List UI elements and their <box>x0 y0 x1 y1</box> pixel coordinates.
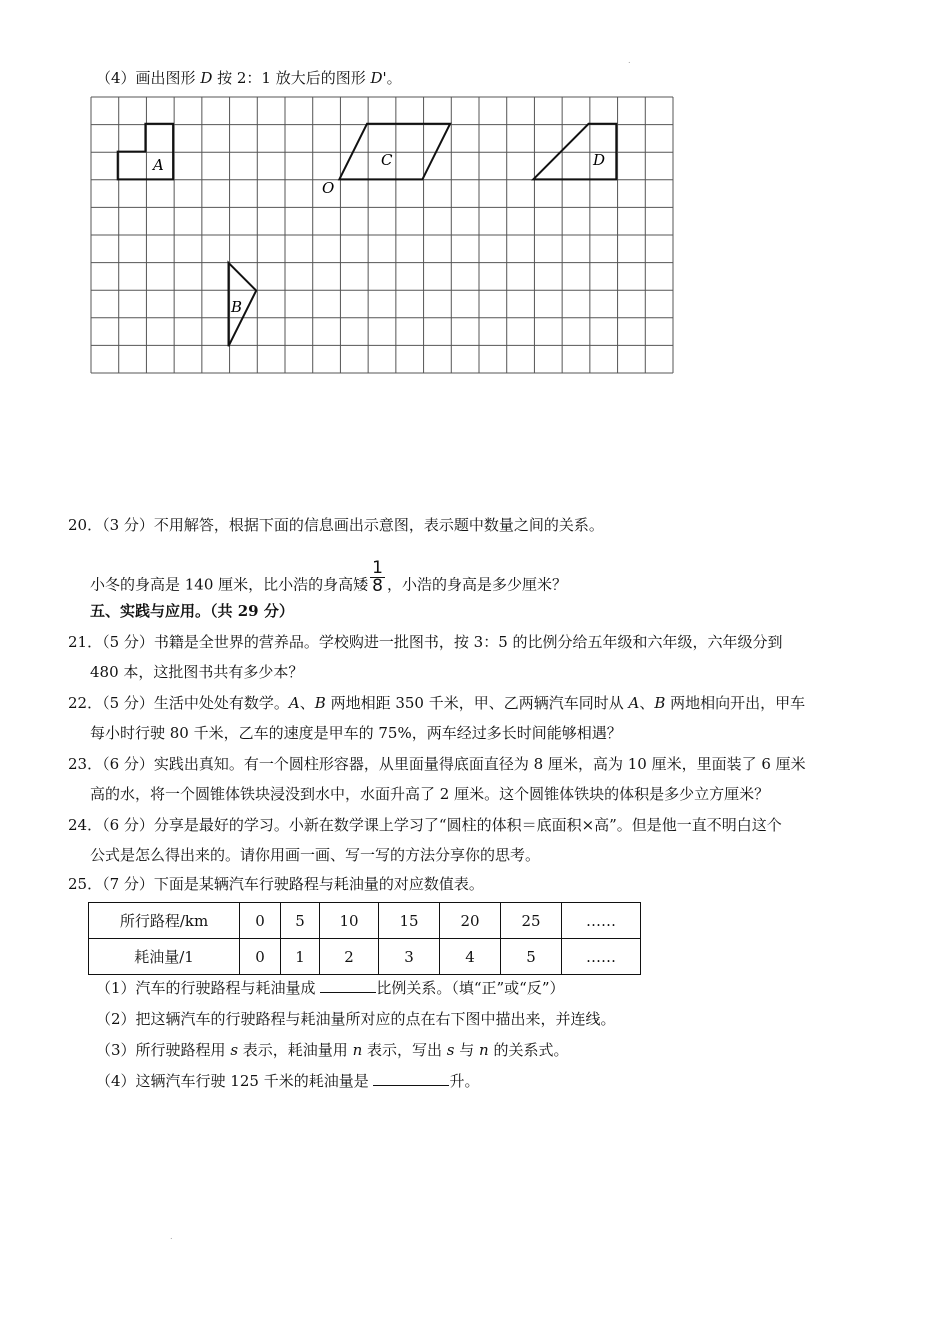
q25-sub4-text: （4）这辆汽车行驶 125 千米的耗油量是 <box>96 1072 374 1090</box>
q19-text-end: 。 <box>386 69 402 87</box>
label-d: D <box>593 151 606 169</box>
table-header-cell: 所行路程/km <box>89 903 240 939</box>
grid-lines <box>91 97 673 373</box>
label-b: B <box>231 298 243 316</box>
q25-sub3-text: （3）所行驶路程用 <box>96 1041 231 1059</box>
q24-line1: 24．（6 分）分享是最好的学习。小新在数学课上学习了“圆柱的体积＝底面积×高”。但是他一直不明白这个 <box>68 816 782 834</box>
q22-point-b: B <box>314 694 326 712</box>
q25-sub3-text: 表示，写出 <box>362 1041 447 1059</box>
q19-text: 按 2：1 放大后的图形 <box>212 69 371 87</box>
table-cell: 2 <box>320 939 379 975</box>
q20-text: 小冬的身高是 140 厘米，比小浩的身高矮 <box>90 575 369 594</box>
table-cell: 4 <box>440 939 501 975</box>
q22-point-a: A <box>628 694 640 712</box>
fraction-one-eighth <box>370 560 385 595</box>
q25-sub3-text: 与 <box>454 1041 480 1059</box>
q22-line1 <box>68 693 805 713</box>
q23-line1: 23．（6 分）实践出真知。有一个圆柱形容器，从里面量得底面直径为 8 厘米，高为 10 厘米，里面装了 6 厘米 <box>68 755 806 773</box>
var-n: n <box>352 1041 363 1059</box>
table-cell: 15 <box>379 903 440 939</box>
table-cell: 0 <box>240 903 281 939</box>
answer-blank-1[interactable] <box>320 992 376 993</box>
grid-figure <box>90 96 674 374</box>
q21-line1: 21．（5 分）书籍是全世界的营养品。学校购进一批图书，按 3：5 的比例分给五年级和六年级，六年级分到 <box>68 633 783 651</box>
label-o: O <box>322 179 335 197</box>
table-header-cell: 耗油量/1 <box>89 939 240 975</box>
q22-point-a: A <box>288 694 300 712</box>
q25-sub3-text: 的关系式。 <box>488 1041 569 1059</box>
q20-line2 <box>90 558 568 603</box>
q22-sep: 、 <box>299 694 315 712</box>
q22-point-b: B <box>654 694 666 712</box>
q19-text: （4）画出图形 <box>96 69 201 87</box>
fraction-denominator: 8 <box>372 576 383 596</box>
q19-shape-dprime: D' <box>370 69 387 87</box>
table-cell: 3 <box>379 939 440 975</box>
var-s: s <box>230 1041 239 1059</box>
table-row <box>89 903 641 939</box>
speck-mark: . <box>628 56 631 65</box>
table-cell: 1 <box>281 939 320 975</box>
label-a: A <box>153 156 164 174</box>
shape-c <box>339 124 450 180</box>
table-cell: …… <box>562 903 641 939</box>
q25-sub4 <box>96 1071 480 1091</box>
q19-shape-d: D <box>200 69 213 87</box>
fraction-numerator: 1 <box>372 558 383 578</box>
table-cell: 10 <box>320 903 379 939</box>
var-s: s <box>446 1041 455 1059</box>
table-row <box>89 939 641 975</box>
q21-line2: 480 本，这批图书共有多少本？ <box>90 663 304 681</box>
q22-text: 两地相向开出，甲车 <box>665 694 806 712</box>
var-n: n <box>479 1041 489 1059</box>
q25-sub1-text: 比例关系。（填“正”或“反”） <box>376 979 565 997</box>
q25-sub4-text: 升。 <box>449 1072 480 1090</box>
label-c: C <box>381 151 393 169</box>
q25-sub1-text: （1）汽车的行驶路程与耗油量成 <box>96 979 321 997</box>
q22-text: 22．（5 分）生活中处处有数学。 <box>68 694 289 712</box>
table-cell: 5 <box>281 903 320 939</box>
answer-blank-4[interactable] <box>373 1085 449 1086</box>
q24-line2: 公式是怎么得出来的。请你用画一画、写一写的方法分享你的思考。 <box>90 846 541 864</box>
q23-line2: 高的水，将一个圆锥体铁块浸没到水中，水面升高了 2 厘米。这个圆锥体铁块的体积是多少立方厘米？ <box>90 785 770 803</box>
q25-sub1 <box>96 978 565 998</box>
q25-sub2: （2）把这辆汽车的行驶路程与耗油量所对应的点在右下图中描出来，并连线。 <box>96 1010 616 1028</box>
table-cell: 20 <box>440 903 501 939</box>
q19-part4 <box>96 68 402 88</box>
q25-line1: 25．（7 分）下面是某辆汽车行驶路程与耗油量的对应数值表。 <box>68 875 484 893</box>
section-five-heading: 五、实践与应用。（共 29 分） <box>90 602 294 620</box>
q22-line2: 每小时行驶 80 千米，乙车的速度是甲车的 75%，两车经过多长时间能够相遇？ <box>90 724 622 742</box>
data-table <box>88 902 641 975</box>
q25-sub3 <box>96 1040 568 1060</box>
q20-text: ，小浩的身高是多少厘米？ <box>387 575 568 594</box>
shape-a <box>118 124 173 180</box>
table-cell: 0 <box>240 939 281 975</box>
table-cell: 25 <box>501 903 562 939</box>
q22-text: 两地相距 350 千米，甲、乙两辆汽车同时从 <box>325 694 629 712</box>
table-cell: 5 <box>501 939 562 975</box>
q22-sep: 、 <box>639 694 655 712</box>
q25-sub3-text: 表示，耗油量用 <box>238 1041 353 1059</box>
q20-line1: 20．（3 分）不用解答，根据下面的信息画出示意图，表示题中数量之间的关系。 <box>68 516 604 534</box>
speck-mark: . <box>170 1232 173 1241</box>
table-cell: …… <box>562 939 641 975</box>
